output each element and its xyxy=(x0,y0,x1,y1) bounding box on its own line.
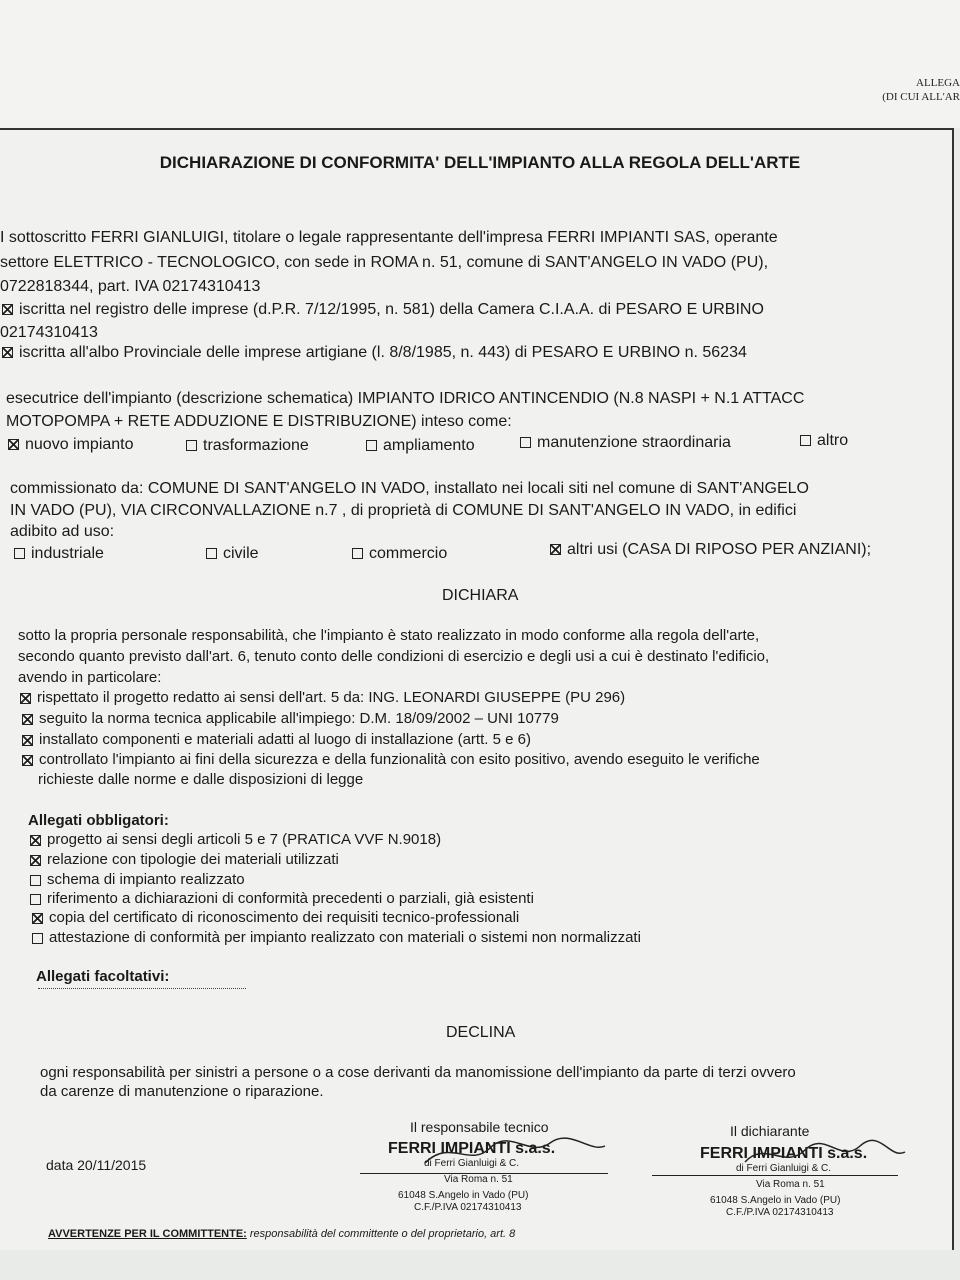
checkbox-checked[interactable] xyxy=(32,913,43,924)
particolare-item-1 xyxy=(20,689,625,706)
footer-avvertenze xyxy=(48,1228,515,1240)
allegati-facoltativi-dotted-line xyxy=(38,988,246,989)
stamp-line-1: di Ferri Gianluigi & C. xyxy=(736,1163,832,1174)
tipo-opt-label: altro xyxy=(817,432,849,449)
checkbox-unchecked[interactable] xyxy=(32,933,43,944)
dichiara-heading: DICHIARA xyxy=(442,587,519,604)
checkbox-checked[interactable] xyxy=(2,304,13,315)
checkbox-checked[interactable] xyxy=(2,347,13,358)
checkbox-checked[interactable] xyxy=(30,835,41,846)
stamp-line-3: 61048 S.Angelo in Vado (PU) xyxy=(710,1195,841,1206)
header-right xyxy=(882,76,960,104)
checkbox-unchecked[interactable] xyxy=(206,548,217,559)
checkbox-checked[interactable] xyxy=(22,735,33,746)
stamp-line-4: C.F./P.IVA 02174310413 xyxy=(414,1202,522,1213)
allegato-obbl-1 xyxy=(30,831,441,848)
checkbox-unchecked[interactable] xyxy=(30,875,41,886)
stamp-line-1: di Ferri Gianluigi & C. xyxy=(424,1158,520,1169)
tipo-opt-5 xyxy=(800,432,848,450)
particolare-label: installato componenti e materiali adatti al luogo di installazione (artt. 5 e 6) xyxy=(39,731,531,748)
uso-opt-3 xyxy=(352,545,447,563)
commissionato-line-1: commissionato da: COMUNE DI SANT'ANGELO IN VADO, installato nei locali siti nel comune di SANT'ANGELO xyxy=(10,480,809,497)
checkbox-checked[interactable] xyxy=(8,439,19,450)
checkbox-checked[interactable] xyxy=(20,693,31,704)
stamp-line-4: C.F./P.IVA 02174310413 xyxy=(726,1207,834,1218)
particolare-item-4 xyxy=(22,751,760,768)
signature-scribble-right xyxy=(740,1132,910,1182)
checkbox-checked[interactable] xyxy=(30,855,41,866)
uso-opt-4 xyxy=(550,541,871,559)
commissionato-line-2: IN VADO (PU), VIA CIRCONVALLAZIONE n.7 , di proprietà di COMUNE DI SANT'ANGELO IN VADO, in edifici xyxy=(10,502,797,519)
particolare-label: controllato l'impianto ai fini della sicurezza e della funzionalità con esito positivo, avendo eseguito le verifiche xyxy=(39,751,760,768)
allegato-label: attestazione di conformità per impianto realizzato con materiali o sistemi non normalizzati xyxy=(49,929,641,946)
allegato-obbl-3 xyxy=(30,871,245,888)
allegato-obbl-5 xyxy=(32,909,519,926)
checkbox-unchecked[interactable] xyxy=(14,548,25,559)
particolare-item-3 xyxy=(22,731,531,748)
tipo-opt-2 xyxy=(186,437,309,455)
checkbox-unchecked[interactable] xyxy=(366,440,377,451)
checkbox-checked[interactable] xyxy=(22,755,33,766)
dichiarante-label: Il dichiarante xyxy=(730,1123,810,1139)
uso-opt-label: civile xyxy=(223,545,259,562)
declina-heading: DECLINA xyxy=(446,1024,516,1041)
allegato-label: riferimento a dichiarazioni di conformità precedenti o parziali, già esistenti xyxy=(47,890,534,907)
tipo-opt-4 xyxy=(520,434,731,452)
registro-cont: 02174310413 xyxy=(0,324,98,341)
header-right-line-1: ALLEGA xyxy=(916,77,960,89)
checkbox-unchecked[interactable] xyxy=(186,440,197,451)
checkbox-unchecked[interactable] xyxy=(30,894,41,905)
signature-scribble-left xyxy=(420,1128,610,1178)
particolare-label: seguito la norma tecnica applicabile all'impiego: D.M. 18/09/2002 – UNI 10779 xyxy=(39,710,559,727)
particolare-cont: richieste dalle norme e dalle disposizioni di legge xyxy=(38,771,364,788)
footer-text: responsabilità del committente o del proprietario, art. 8 xyxy=(249,1228,516,1240)
dichiara-line-1: sotto la propria personale responsabilità, che l'impianto è stato realizzato in modo conforme alla regola dell'arte, xyxy=(18,627,760,644)
uso-opt-2 xyxy=(206,545,259,563)
allegato-obbl-2 xyxy=(30,851,339,868)
document-title: DICHIARAZIONE DI CONFORMITA' DELL'IMPIANTO ALLA REGOLA DELL'ARTE xyxy=(159,153,801,172)
albo-line xyxy=(2,344,747,362)
stamp-line-2: Via Roma n. 51 xyxy=(756,1179,825,1190)
tipo-opt-label: trasformazione xyxy=(203,437,309,454)
albo-text: iscritta all'albo Provinciale delle imprese artigiane (l. 8/8/1985, n. 443) di PESARO E URBINO n. 56234 xyxy=(19,344,747,361)
declina-line-2: da carenze di manutenzione o riparazione. xyxy=(40,1083,324,1100)
tipo-opt-3 xyxy=(366,437,475,455)
allegato-label: schema di impianto realizzato xyxy=(47,871,245,888)
responsabile-label: Il responsabile tecnico xyxy=(410,1119,549,1135)
dichiara-line-3: avendo in particolare: xyxy=(18,669,162,686)
stamp-line-3: 61048 S.Angelo in Vado (PU) xyxy=(398,1190,529,1201)
checkbox-checked[interactable] xyxy=(22,714,33,725)
uso-opt-label: industriale xyxy=(31,545,104,562)
particolare-label: rispettato il progetto redatto ai sensi dell'art. 5 da: ING. LEONARDI GIUSEPPE (PU 296) xyxy=(37,689,626,706)
top-margin xyxy=(0,0,960,128)
commissionato-line-3: adibito ad uso: xyxy=(10,523,115,540)
checkbox-unchecked[interactable] xyxy=(800,435,811,446)
date-text: data 20/11/2015 xyxy=(46,1157,147,1173)
dichiara-line-2: secondo quanto previsto dall'art. 6, tenuto conto delle condizioni di esercizio e degli usi a cui è destinato l'edificio, xyxy=(18,648,770,665)
intro-line-3: 0722818344, part. IVA 02174310413 xyxy=(0,278,261,295)
allegato-obbl-6 xyxy=(32,929,641,946)
uso-opt-label: altri usi (CASA DI RIPOSO PER ANZIANI); xyxy=(567,541,872,558)
declina-line-1: ogni responsabilità per sinistri a persone o a cose derivanti da manomissione dell'impianto da parte di terzi ovvero xyxy=(40,1064,796,1081)
footer-label: AVVERTENZE PER IL COMMITTENTE: xyxy=(48,1228,247,1240)
registro-text: iscritta nel registro delle imprese (d.P.R. 7/12/1995, n. 581) della Camera C.I.A.A. di PESARO E URBINO xyxy=(19,301,764,318)
particolare-item-2 xyxy=(22,710,559,727)
allegato-obbl-4 xyxy=(30,890,534,907)
uso-opt-1 xyxy=(14,545,104,563)
stamp-company-name: FERRI IMPIANTI s.a.s. xyxy=(700,1145,868,1162)
tipo-opt-label: manutenzione straordinaria xyxy=(537,434,731,451)
esecutrice-line-2: MOTOPOMPA + RETE ADDUZIONE E DISTRIBUZIONE) inteso come: xyxy=(6,413,512,430)
header-right-line-2: (DI CUI ALL'AR xyxy=(882,91,960,103)
checkbox-unchecked[interactable] xyxy=(352,548,363,559)
tipo-opt-label: ampliamento xyxy=(383,437,475,454)
stamp-company-name: FERRI IMPIANTI s.a.s. xyxy=(388,1140,556,1157)
allegati-facoltativi-title: Allegati facoltativi: xyxy=(36,968,170,985)
allegato-label: progetto ai sensi degli articoli 5 e 7 (PRATICA VVF N.9018) xyxy=(47,831,442,848)
allegato-label: copia del certificato di riconoscimento dei requisiti tecnico-professionali xyxy=(49,909,520,926)
intro-line-1: I sottoscritto FERRI GIANLUIGI, titolare o legale rappresentante dell'impresa FERRI IMPIANTI SAS, operante xyxy=(0,229,778,246)
allegato-label: relazione con tipologie dei materiali utilizzati xyxy=(47,851,339,868)
uso-opt-label: commercio xyxy=(369,545,448,562)
checkbox-unchecked[interactable] xyxy=(520,437,531,448)
registro-line xyxy=(2,301,764,319)
checkbox-checked[interactable] xyxy=(550,544,561,555)
stamp-line-2: Via Roma n. 51 xyxy=(444,1174,513,1185)
allegati-obbligatori-title: Allegati obbligatori: xyxy=(28,812,169,829)
tipo-opt-label: nuovo impianto xyxy=(25,436,134,453)
esecutrice-line-1: esecutrice dell'impianto (descrizione schematica) IMPIANTO IDRICO ANTINCENDIO (N.8 NASPI + N.1 ATTACC xyxy=(6,390,805,407)
intro-line-2: settore ELETTRICO - TECNOLOGICO, con sede in ROMA n. 51, comune di SANT'ANGELO IN VADO (PU), xyxy=(0,254,769,271)
tipo-opt-1 xyxy=(8,436,134,454)
